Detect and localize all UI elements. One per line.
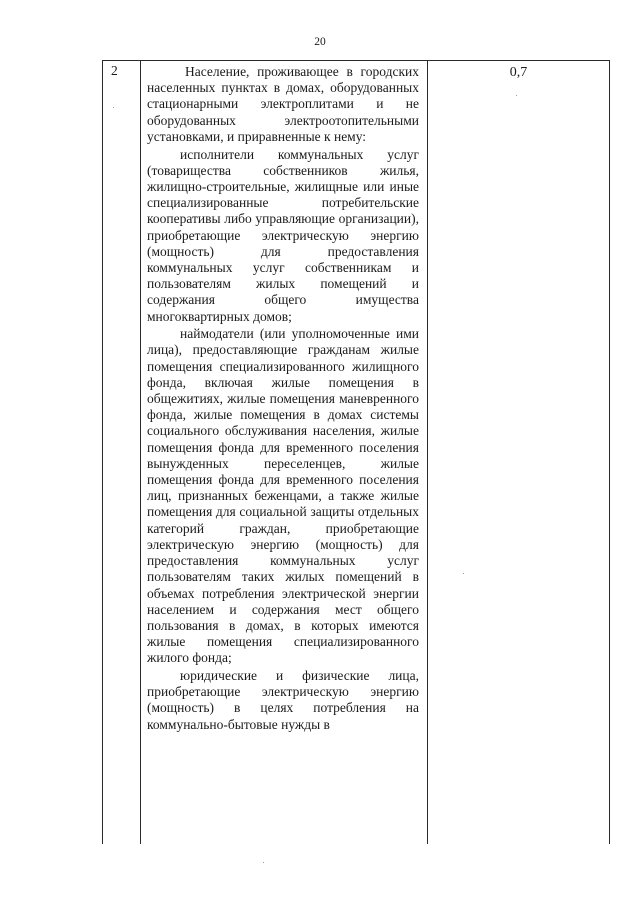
scan-speck: [463, 573, 464, 574]
legal-entities-paragraph: юридические и физические лица, приобретающие электрическую энергию (мощность) в целях потребления на коммунально-бытовые нужды в: [147, 668, 419, 732]
scan-speck: [263, 862, 264, 863]
coefficient-value: 0,7: [509, 65, 528, 80]
scan-speck: [516, 95, 517, 96]
utility-providers-paragraph: исполнители коммунальных услуг (товарищества собственников жилья, жилищно-строительные, жилищные или иные специализированные потребительские кооперативы либо управляющие организации), приобретающие электрическую энергию (мощность) для предоставления коммунальных услуг собственникам и пользователям жилых помещений и содержания общего имущества многоквартирных домов;: [147, 146, 419, 324]
tariff-table: [102, 60, 610, 844]
page-number: 20: [314, 36, 326, 48]
row-number: 2: [111, 63, 118, 78]
coefficient-cell: [428, 61, 609, 844]
landlords-paragraph: наймодатели (или уполномоченные ими лица), предоставляющие гражданам жилые помещения специализированного жилищного фонда, включая жилые помещения в общежитиях, жилые помещения маневренного фонда, жилые помещения в домах системы социального обслуживания населения, жилые помещения фонда для временного поселения вынужденных переселенцев, жилые помещения фонда для временного поселения лиц, признанных беженцами, а также жилые помещения для социальной защиты отдельных категорий граждан, приобретающие электрическую энергию (мощность) для предоставления коммунальных услуг пользователям таких жилых помещений в объемах потребления электрической энергии населением и содержания мест общего пользования в домах, в которых имеются жилые помещения специализированного жилого фонда;: [147, 326, 419, 666]
consumer-category-cell: [141, 61, 428, 844]
row-number-cell: [103, 61, 141, 844]
category-heading-paragraph: Население, проживающее в городских населенных пунктах в домах, оборудованных стационарными электроплитами и не оборудованных электроотопительными установками, и приравненные к нему:: [147, 64, 419, 144]
scan-speck: [113, 107, 114, 108]
